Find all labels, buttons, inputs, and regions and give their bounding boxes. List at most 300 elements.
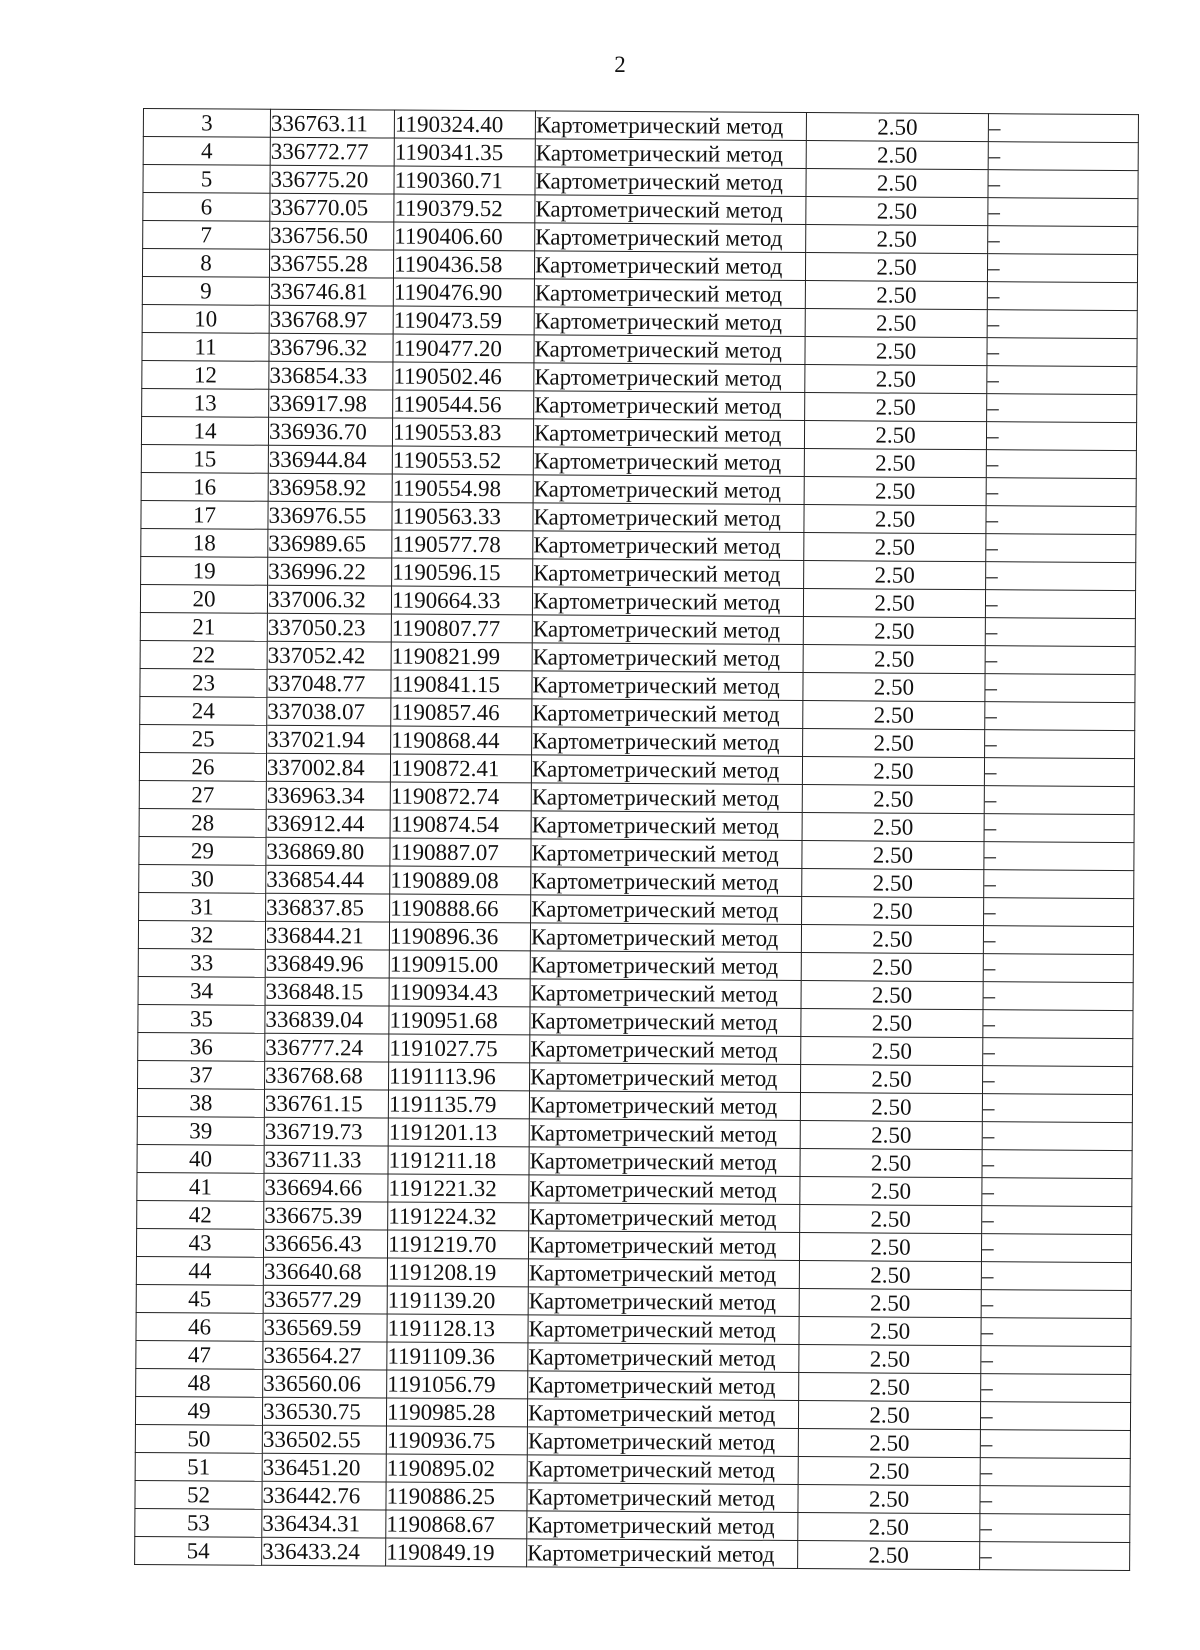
cell-point-number: 17	[141, 500, 268, 529]
cell-description	[985, 618, 1135, 647]
cell-point-number: 5	[143, 165, 270, 194]
cell-x-coordinate: 336854.33	[269, 361, 393, 390]
cell-method: Картометрический метод	[535, 139, 806, 169]
cell-y-coordinate: 1191135.79	[388, 1090, 529, 1119]
cell-accuracy: 2.50	[798, 1401, 980, 1430]
cell-point-number: 10	[142, 304, 269, 333]
cell-accuracy: 2.50	[802, 897, 984, 926]
cell-method: Картометрический метод	[535, 223, 806, 253]
dash-mark: –	[984, 759, 997, 785]
cell-x-coordinate: 336763.11	[270, 109, 394, 138]
cell-description	[980, 1542, 1130, 1571]
cell-point-number: 24	[140, 696, 267, 725]
cell-y-coordinate: 1191109.36	[387, 1342, 528, 1371]
cell-x-coordinate: 336564.27	[263, 1341, 387, 1370]
cell-x-coordinate: 336433.24	[262, 1537, 386, 1566]
cell-description	[984, 758, 1134, 787]
cell-accuracy: 2.50	[799, 1317, 981, 1346]
cell-description	[982, 1122, 1132, 1151]
cell-description	[986, 478, 1136, 507]
cell-description	[983, 1038, 1133, 1067]
dash-mark: –	[981, 1235, 994, 1261]
cell-point-number: 19	[141, 556, 268, 585]
cell-point-number: 48	[136, 1368, 263, 1397]
cell-description	[986, 450, 1136, 479]
cell-method: Картометрический метод	[531, 867, 802, 897]
cell-x-coordinate: 336656.43	[263, 1229, 387, 1258]
cell-description	[980, 1486, 1130, 1515]
page-number: 2	[614, 52, 626, 77]
cell-method: Картометрический метод	[527, 1511, 798, 1541]
cell-x-coordinate: 336796.32	[269, 333, 393, 362]
cell-accuracy: 2.50	[803, 701, 985, 730]
cell-method: Картометрический метод	[528, 1259, 799, 1289]
cell-x-coordinate: 336530.75	[262, 1397, 386, 1426]
cell-y-coordinate: 1190872.41	[390, 754, 531, 783]
cell-point-number: 28	[139, 808, 266, 837]
cell-point-number: 50	[135, 1424, 262, 1453]
cell-description	[983, 954, 1133, 983]
cell-accuracy: 2.50	[802, 757, 984, 786]
cell-y-coordinate: 1190841.15	[391, 670, 532, 699]
cell-x-coordinate: 337021.94	[267, 725, 391, 754]
cell-x-coordinate: 336976.55	[268, 501, 392, 530]
cell-y-coordinate: 1190577.78	[392, 530, 533, 559]
cell-y-coordinate: 1191201.13	[388, 1118, 529, 1147]
cell-point-number: 30	[139, 864, 266, 893]
cell-point-number: 39	[137, 1116, 264, 1145]
cell-y-coordinate: 1190553.52	[392, 446, 533, 475]
cell-x-coordinate: 336917.98	[269, 389, 393, 418]
cell-y-coordinate: 1190476.90	[393, 278, 534, 307]
dash-mark: –	[987, 395, 999, 421]
cell-method: Картометрический метод	[534, 307, 805, 337]
cell-description	[988, 170, 1138, 199]
dash-mark: –	[987, 255, 1000, 281]
cell-x-coordinate: 336944.84	[268, 445, 392, 474]
dash-mark: –	[982, 1151, 995, 1177]
cell-x-coordinate: 336442.76	[262, 1481, 386, 1510]
cell-point-number: 31	[139, 892, 266, 921]
cell-method: Картометрический метод	[535, 111, 806, 141]
cell-x-coordinate: 337052.42	[267, 641, 391, 670]
cell-x-coordinate: 337048.77	[267, 669, 391, 698]
cell-point-number: 41	[137, 1172, 264, 1201]
cell-description	[984, 898, 1134, 927]
cell-y-coordinate: 1190868.44	[391, 726, 532, 755]
cell-point-number: 7	[143, 221, 270, 250]
cell-x-coordinate: 336839.04	[265, 1005, 389, 1034]
cell-x-coordinate: 336746.81	[269, 277, 393, 306]
dash-mark: –	[984, 871, 996, 897]
dash-mark: –	[985, 619, 998, 645]
cell-method: Картометрический метод	[530, 979, 801, 1009]
cell-point-number: 21	[140, 612, 267, 641]
cell-point-number: 8	[142, 249, 269, 278]
cell-y-coordinate: 1190406.60	[394, 222, 535, 251]
cell-method: Картометрический метод	[533, 531, 804, 561]
cell-y-coordinate: 1190896.36	[389, 922, 530, 951]
cell-accuracy: 2.50	[799, 1261, 981, 1290]
dash-mark: –	[987, 339, 1000, 365]
cell-accuracy: 2.50	[805, 253, 987, 282]
cell-point-number: 52	[135, 1480, 262, 1509]
cell-y-coordinate: 1191027.75	[389, 1034, 530, 1063]
cell-accuracy: 2.50	[798, 1429, 980, 1458]
cell-accuracy: 2.50	[802, 841, 984, 870]
dash-mark: –	[982, 1179, 994, 1205]
dash-mark: –	[984, 899, 996, 925]
dash-mark: –	[980, 1515, 992, 1541]
cell-y-coordinate: 1190664.33	[391, 586, 532, 615]
cell-point-number: 26	[139, 752, 266, 781]
cell-accuracy: 2.50	[804, 561, 986, 590]
cell-y-coordinate: 1190341.35	[394, 138, 535, 167]
cell-accuracy: 2.50	[798, 1513, 980, 1542]
cell-description	[980, 1514, 1130, 1543]
cell-accuracy: 2.50	[804, 421, 986, 450]
cell-point-number: 18	[141, 528, 268, 557]
cell-point-number: 29	[139, 836, 266, 865]
cell-x-coordinate: 337050.23	[267, 613, 391, 642]
cell-point-number: 53	[135, 1508, 262, 1537]
cell-point-number: 35	[138, 1004, 265, 1033]
cell-description	[982, 1094, 1132, 1123]
cell-description	[983, 926, 1133, 955]
cell-method: Картометрический метод	[534, 391, 805, 421]
cell-method: Картометрический метод	[531, 811, 802, 841]
cell-point-number: 4	[143, 137, 270, 166]
cell-point-number: 33	[138, 948, 265, 977]
cell-accuracy: 2.50	[801, 981, 983, 1010]
cell-method: Картометрический метод	[534, 335, 805, 365]
cell-x-coordinate: 336768.68	[265, 1061, 389, 1090]
cell-x-coordinate: 336719.73	[264, 1117, 388, 1146]
cell-method: Картометрический метод	[532, 699, 803, 729]
cell-x-coordinate: 336560.06	[263, 1369, 387, 1398]
cell-accuracy: 2.50	[806, 113, 988, 142]
cell-method: Картометрический метод	[531, 783, 802, 813]
cell-accuracy: 2.50	[800, 1149, 982, 1178]
dash-mark: –	[986, 451, 999, 477]
cell-y-coordinate: 1190934.43	[389, 978, 530, 1007]
dash-mark: –	[981, 1347, 993, 1373]
cell-accuracy: 2.50	[799, 1373, 981, 1402]
cell-description	[981, 1262, 1131, 1291]
cell-point-number: 14	[141, 416, 268, 445]
cell-y-coordinate: 1190360.71	[394, 166, 535, 195]
cell-method: Картометрический метод	[533, 419, 804, 449]
dash-mark: –	[986, 479, 999, 505]
cell-y-coordinate: 1191221.32	[388, 1174, 529, 1203]
cell-method: Картометрический метод	[529, 1203, 800, 1233]
dash-mark: –	[985, 675, 998, 701]
cell-x-coordinate: 336770.05	[270, 193, 394, 222]
cell-description	[986, 534, 1136, 563]
dash-mark: –	[986, 563, 998, 589]
cell-method: Картометрический метод	[533, 447, 804, 477]
cell-y-coordinate: 1191139.20	[387, 1286, 528, 1315]
dash-mark: –	[983, 927, 996, 953]
cell-y-coordinate: 1190872.74	[390, 782, 531, 811]
cell-accuracy: 2.50	[800, 1177, 982, 1206]
cell-description	[986, 562, 1136, 591]
cell-description	[983, 982, 1133, 1011]
cell-method: Картометрический метод	[535, 167, 806, 197]
table-row	[135, 1536, 1130, 1570]
cell-x-coordinate: 336936.70	[268, 417, 392, 446]
cell-accuracy: 2.50	[798, 1541, 980, 1570]
cell-accuracy: 2.50	[805, 337, 987, 366]
cell-accuracy: 2.50	[804, 477, 986, 506]
dash-mark: –	[985, 647, 998, 673]
cell-y-coordinate: 1190436.58	[393, 250, 534, 279]
cell-point-number: 51	[135, 1452, 262, 1481]
dash-mark: –	[981, 1319, 994, 1345]
cell-x-coordinate: 336848.15	[265, 977, 389, 1006]
cell-method: Картометрический метод	[531, 755, 802, 785]
cell-accuracy: 2.50	[798, 1457, 980, 1486]
cell-description	[984, 814, 1134, 843]
cell-y-coordinate: 1190502.46	[393, 362, 534, 391]
cell-point-number: 11	[142, 332, 269, 361]
cell-method: Картометрический метод	[532, 615, 803, 645]
cell-method: Картометрический метод	[529, 1175, 800, 1205]
cell-method: Картометрический метод	[533, 475, 804, 505]
cell-description	[985, 702, 1135, 731]
cell-y-coordinate: 1190563.33	[392, 502, 533, 531]
dash-mark: –	[984, 815, 997, 841]
cell-x-coordinate: 336777.24	[265, 1033, 389, 1062]
dash-mark: –	[981, 1263, 994, 1289]
cell-y-coordinate: 1191208.19	[387, 1258, 528, 1287]
cell-y-coordinate: 1190887.07	[390, 838, 531, 867]
cell-point-number: 27	[139, 780, 266, 809]
cell-point-number: 32	[138, 920, 265, 949]
dash-mark: –	[985, 731, 997, 757]
cell-accuracy: 2.50	[802, 813, 984, 842]
coordinates-table	[134, 108, 1139, 1571]
cell-description	[981, 1346, 1131, 1375]
cell-description	[981, 1374, 1131, 1403]
cell-accuracy: 2.50	[800, 1205, 982, 1234]
cell-point-number: 12	[142, 360, 269, 389]
cell-description	[985, 674, 1135, 703]
cell-description	[985, 590, 1135, 619]
dash-mark: –	[980, 1459, 993, 1485]
cell-x-coordinate: 336772.77	[270, 137, 394, 166]
cell-accuracy: 2.50	[800, 1093, 982, 1122]
cell-description	[985, 730, 1135, 759]
cell-point-number: 54	[135, 1536, 262, 1565]
cell-accuracy: 2.50	[803, 729, 985, 758]
cell-x-coordinate: 336869.80	[266, 837, 390, 866]
cell-y-coordinate: 1191211.18	[388, 1146, 529, 1175]
cell-description	[988, 142, 1138, 171]
dash-mark: –	[980, 1543, 992, 1569]
cell-method: Картометрический метод	[527, 1455, 798, 1485]
dash-mark: –	[988, 115, 1001, 141]
cell-accuracy: 2.50	[802, 785, 984, 814]
cell-accuracy: 2.50	[800, 1065, 982, 1094]
cell-x-coordinate: 336844.21	[265, 921, 389, 950]
cell-y-coordinate: 1190473.59	[393, 306, 534, 335]
cell-x-coordinate: 336996.22	[268, 557, 392, 586]
cell-accuracy: 2.50	[806, 197, 988, 226]
dash-mark: –	[980, 1431, 993, 1457]
cell-method: Картометрический метод	[529, 1119, 800, 1149]
cell-method: Картометрический метод	[530, 1007, 801, 1037]
cell-description	[981, 1318, 1131, 1347]
cell-description	[987, 394, 1137, 423]
cell-method: Картометрический метод	[527, 1483, 798, 1513]
cell-point-number: 36	[138, 1032, 265, 1061]
cell-accuracy: 2.50	[798, 1485, 980, 1514]
cell-point-number: 23	[140, 668, 267, 697]
cell-method: Картометрический метод	[528, 1343, 799, 1373]
cell-accuracy: 2.50	[806, 141, 988, 170]
dash-mark: –	[988, 227, 1000, 253]
cell-x-coordinate: 337038.07	[267, 697, 391, 726]
cell-x-coordinate: 336502.55	[262, 1425, 386, 1454]
cell-point-number: 46	[136, 1312, 263, 1341]
cell-y-coordinate: 1191128.13	[387, 1314, 528, 1343]
dash-mark: –	[987, 311, 1000, 337]
cell-accuracy: 2.50	[800, 1121, 982, 1150]
dash-mark: –	[983, 1039, 995, 1065]
cell-description	[988, 198, 1138, 227]
dash-mark: –	[986, 535, 998, 561]
cell-y-coordinate: 1190888.66	[390, 894, 531, 923]
cell-accuracy: 2.50	[799, 1233, 981, 1262]
cell-method: Картометрический метод	[530, 1035, 801, 1065]
dash-mark: –	[983, 955, 996, 981]
cell-description	[987, 366, 1137, 395]
cell-y-coordinate: 1190324.40	[394, 110, 535, 139]
cell-accuracy: 2.50	[804, 505, 986, 534]
cell-method: Картометрический метод	[527, 1539, 798, 1569]
cell-x-coordinate: 336989.65	[268, 529, 392, 558]
cell-description	[988, 114, 1138, 143]
dash-mark: –	[983, 983, 996, 1009]
cell-x-coordinate: 336675.39	[264, 1201, 388, 1230]
cell-point-number: 43	[136, 1228, 263, 1257]
cell-method: Картометрический метод	[533, 503, 804, 533]
cell-method: Картометрический метод	[531, 895, 802, 925]
cell-description	[980, 1430, 1130, 1459]
cell-y-coordinate: 1190895.02	[386, 1454, 527, 1483]
cell-y-coordinate: 1191113.96	[389, 1062, 530, 1091]
cell-x-coordinate: 336963.34	[266, 781, 390, 810]
cell-x-coordinate: 336912.44	[266, 809, 390, 838]
cell-description	[984, 870, 1134, 899]
cell-method: Картометрический метод	[532, 643, 803, 673]
cell-method: Картометрический метод	[529, 1147, 800, 1177]
cell-accuracy: 2.50	[805, 365, 987, 394]
cell-x-coordinate: 336756.50	[270, 221, 394, 250]
cell-description	[987, 310, 1137, 339]
cell-point-number: 25	[140, 724, 267, 753]
cell-accuracy: 2.50	[803, 589, 985, 618]
cell-accuracy: 2.50	[799, 1289, 981, 1318]
cell-description	[986, 422, 1136, 451]
cell-method: Картометрический метод	[532, 671, 803, 701]
cell-method: Картометрический метод	[534, 363, 805, 393]
dash-mark: –	[988, 143, 1001, 169]
cell-accuracy: 2.50	[803, 673, 985, 702]
cell-description	[987, 282, 1137, 311]
cell-x-coordinate: 336711.33	[264, 1145, 388, 1174]
cell-description	[982, 1178, 1132, 1207]
cell-x-coordinate: 336761.15	[264, 1089, 388, 1118]
cell-method: Картометрический метод	[534, 279, 805, 309]
cell-point-number: 20	[140, 584, 267, 613]
dash-mark: –	[985, 703, 997, 729]
cell-method: Картометрический метод	[528, 1315, 799, 1345]
cell-x-coordinate: 336694.66	[264, 1173, 388, 1202]
cell-y-coordinate: 1190951.68	[389, 1006, 530, 1035]
cell-y-coordinate: 1190857.46	[391, 698, 532, 727]
cell-x-coordinate: 336958.92	[268, 473, 392, 502]
cell-accuracy: 2.50	[802, 869, 984, 898]
dash-mark: –	[982, 1123, 995, 1149]
dash-mark: –	[988, 171, 1001, 197]
cell-y-coordinate: 1190985.28	[386, 1398, 527, 1427]
cell-accuracy: 2.50	[804, 533, 986, 562]
cell-method: Картометрический метод	[528, 1231, 799, 1261]
cell-description	[988, 226, 1138, 255]
cell-x-coordinate: 336434.31	[262, 1509, 386, 1538]
cell-y-coordinate: 1190477.20	[393, 334, 534, 363]
dash-mark: –	[980, 1487, 993, 1513]
cell-accuracy: 2.50	[799, 1345, 981, 1374]
cell-y-coordinate: 1190821.99	[391, 642, 532, 671]
cell-method: Картометрический метод	[532, 727, 803, 757]
cell-accuracy: 2.50	[801, 953, 983, 982]
cell-method: Картометрический метод	[533, 559, 804, 589]
cell-method: Картометрический метод	[534, 251, 805, 281]
cell-accuracy: 2.50	[805, 309, 987, 338]
cell-accuracy: 2.50	[803, 645, 985, 674]
cell-description	[986, 506, 1136, 535]
cell-accuracy: 2.50	[806, 225, 988, 254]
cell-accuracy: 2.50	[801, 1009, 983, 1038]
cell-point-number: 6	[143, 193, 270, 222]
dash-mark: –	[984, 843, 997, 869]
cell-point-number: 45	[136, 1284, 263, 1313]
cell-description	[987, 338, 1137, 367]
dash-mark: –	[983, 1011, 995, 1037]
cell-description	[985, 646, 1135, 675]
cell-method: Картометрический метод	[527, 1399, 798, 1429]
cell-description	[984, 842, 1134, 871]
cell-y-coordinate: 1190849.19	[386, 1538, 527, 1567]
cell-point-number: 15	[141, 444, 268, 473]
cell-method: Картометрический метод	[530, 1063, 801, 1093]
cell-point-number: 22	[140, 640, 267, 669]
cell-x-coordinate: 336451.20	[262, 1453, 386, 1482]
dash-mark: –	[982, 1095, 995, 1121]
cell-accuracy: 2.50	[806, 169, 988, 198]
cell-method: Картометрический метод	[531, 839, 802, 869]
cell-description	[984, 786, 1134, 815]
dash-mark: –	[983, 1067, 995, 1093]
cell-accuracy: 2.50	[801, 1037, 983, 1066]
cell-method: Картометрический метод	[530, 923, 801, 953]
cell-y-coordinate: 1190868.67	[386, 1510, 527, 1539]
cell-method: Картометрический метод	[530, 951, 801, 981]
cell-y-coordinate: 1191219.70	[387, 1230, 528, 1259]
